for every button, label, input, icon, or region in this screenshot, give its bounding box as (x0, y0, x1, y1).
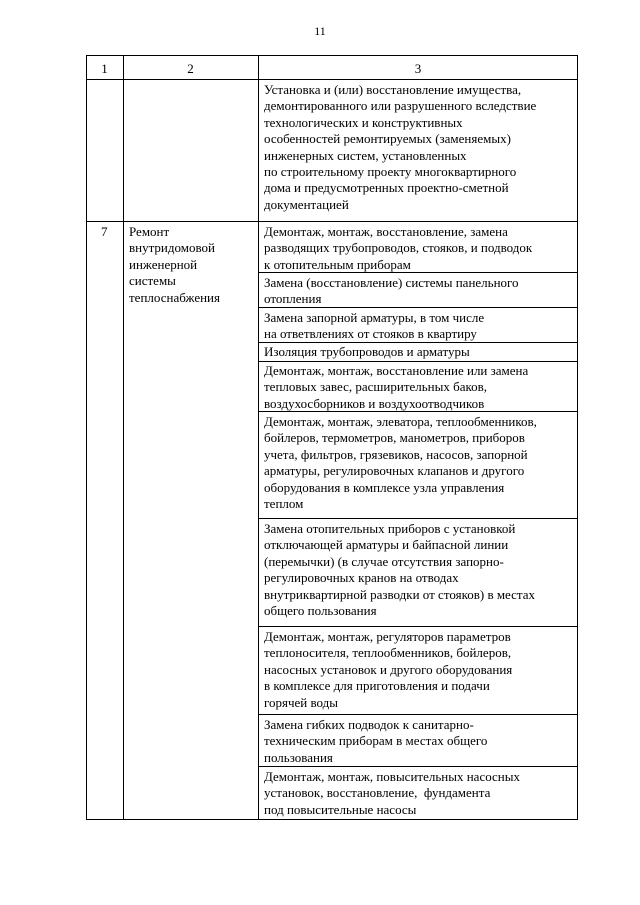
column-header-2: 2 (187, 61, 194, 76)
column-header-3: 3 (414, 61, 422, 76)
work-item: Изоляция трубопроводов и арматуры (264, 344, 470, 359)
work-divider (258, 361, 578, 362)
work-item: Замена гибких подводок к санитарно- техническим приборам в местах общего пользования (264, 717, 488, 765)
work-divider (258, 714, 578, 715)
continued-work-text: Установка и (или) восстановление имущества, демонтированного или разрушенного вследствие технологических и конструктивных особенностей ремонтируемых (заменяемых) инженерных систем, установленных по строительному проекту многоквартирного дома и предусмотренных проектно-сметной документацией (264, 82, 537, 212)
row-number: 7 (101, 224, 108, 239)
column-divider-2 (258, 55, 259, 820)
work-item: Замена запорной арматуры, в том числе на ответвлениях от стояков в квартиру (264, 310, 485, 342)
work-item: Демонтаж, монтаж, элеватора, теплообменников, бойлеров, термометров, манометров, приборов учета, фильтров, грязевиков, насосов, запорной арматуры, регулировочных клапанов и другого оборудования в комплексе узла управления теплом (264, 414, 537, 512)
work-type-name: Ремонт внутридомовой инженерной системы теплоснабжения (129, 224, 220, 305)
table-border-bottom (86, 819, 578, 820)
work-item: Демонтаж, монтаж, восстановление или замена тепловых завес, расширительных баков, воздухосборников и воздухоотводчиков (264, 363, 529, 411)
work-item: Демонтаж, монтаж, регуляторов параметров теплоносителя, теплообменников, бойлеров, насосных установок и другого оборудования в комплексе для приготовления и подачи горячей воды (264, 629, 513, 710)
header-divider (86, 79, 578, 80)
column-header-1: 1 (101, 61, 108, 76)
work-divider (258, 626, 578, 627)
work-item: Демонтаж, монтаж, повысительных насосных установок, восстановление, фундамента под повысительные насосы (264, 769, 520, 817)
page-number: 11 (314, 24, 326, 38)
row-divider (86, 221, 578, 222)
work-item: Замена (восстановление) системы панельного отопления (264, 275, 519, 307)
work-divider (258, 518, 578, 519)
column-divider-1 (123, 55, 124, 820)
table-border-left (86, 55, 87, 820)
work-item: Демонтаж, монтаж, восстановление, замена разводящих трубопроводов, стояков, и подводок к отопительным приборам (264, 224, 533, 272)
work-item: Замена отопительных приборов с установкой отключающей арматуры и байпасной линии (перемычки) (в случае отсутствия запорно- регулировочных кранов на отводах внутриквартирной разводки от стояков) в местах общего пользования (264, 521, 536, 619)
table-border-right (577, 55, 578, 820)
table-border-top (86, 55, 578, 56)
